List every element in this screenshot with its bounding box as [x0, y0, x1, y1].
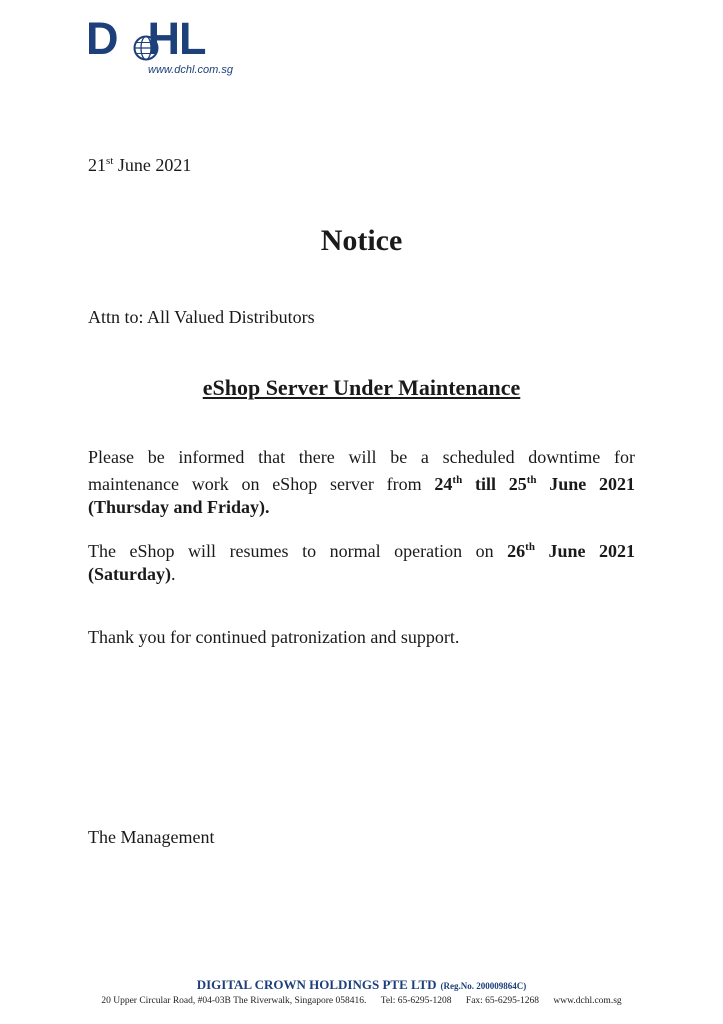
p1-date1-suffix: th [452, 474, 463, 486]
p2-date-suffix: th [525, 541, 535, 553]
p2-text: The eShop will resumes to normal operation on [88, 541, 508, 561]
paragraph-thanks: Thank you for continued patronization and support. [88, 627, 460, 647]
p1-date2-rest: June 2021 (Thursday and Friday). [88, 474, 636, 517]
company-logo [86, 14, 236, 78]
p2-date-day: 26 [507, 541, 526, 561]
paragraph-resume [88, 536, 635, 586]
paragraph-downtime [88, 446, 635, 519]
logo-url: www.dchl.com.sg [148, 64, 233, 76]
attention-line: Attn to: All Valued Distributors [88, 307, 315, 327]
p2-date-rest: June 2021 (Saturday) [88, 541, 636, 584]
p1-text: Please be informed that there will be a scheduled downtime for maintenance work on eShop server from [88, 447, 635, 494]
date-rest: June 2021 [117, 155, 192, 175]
footer [0, 976, 723, 1006]
footer-fax: Fax: 65-6295-1268 [465, 996, 540, 1006]
footer-address: 20 Upper Circular Road, #04-03B The Riverwalk, Singapore 058416. [101, 996, 367, 1006]
footer-tel: Tel: 65-6295-1208 [380, 996, 452, 1006]
subject-heading: eShop Server Under Maintenance [202, 375, 521, 400]
p1-date2-suffix: th [526, 474, 537, 486]
footer-company: DIGITAL CROWN HOLDINGS PTE LTD [196, 977, 437, 992]
logo-brand-text: D HL [86, 13, 206, 64]
signoff: The Management [88, 827, 215, 847]
p1-date1-day: 24 [434, 474, 453, 494]
globe-icon [133, 35, 159, 61]
page-title: Notice [320, 224, 403, 257]
footer-web: www.dchl.com.sg [553, 996, 622, 1006]
footer-reg: (Reg.No. 200009864C) [440, 981, 527, 991]
p2-end: . [171, 564, 176, 584]
p1-date2-day: 25 [508, 474, 527, 494]
date-day: 21 [88, 155, 106, 175]
letter-date [88, 155, 191, 176]
p1-till: till [462, 474, 509, 494]
date-suffix: st [106, 155, 114, 167]
